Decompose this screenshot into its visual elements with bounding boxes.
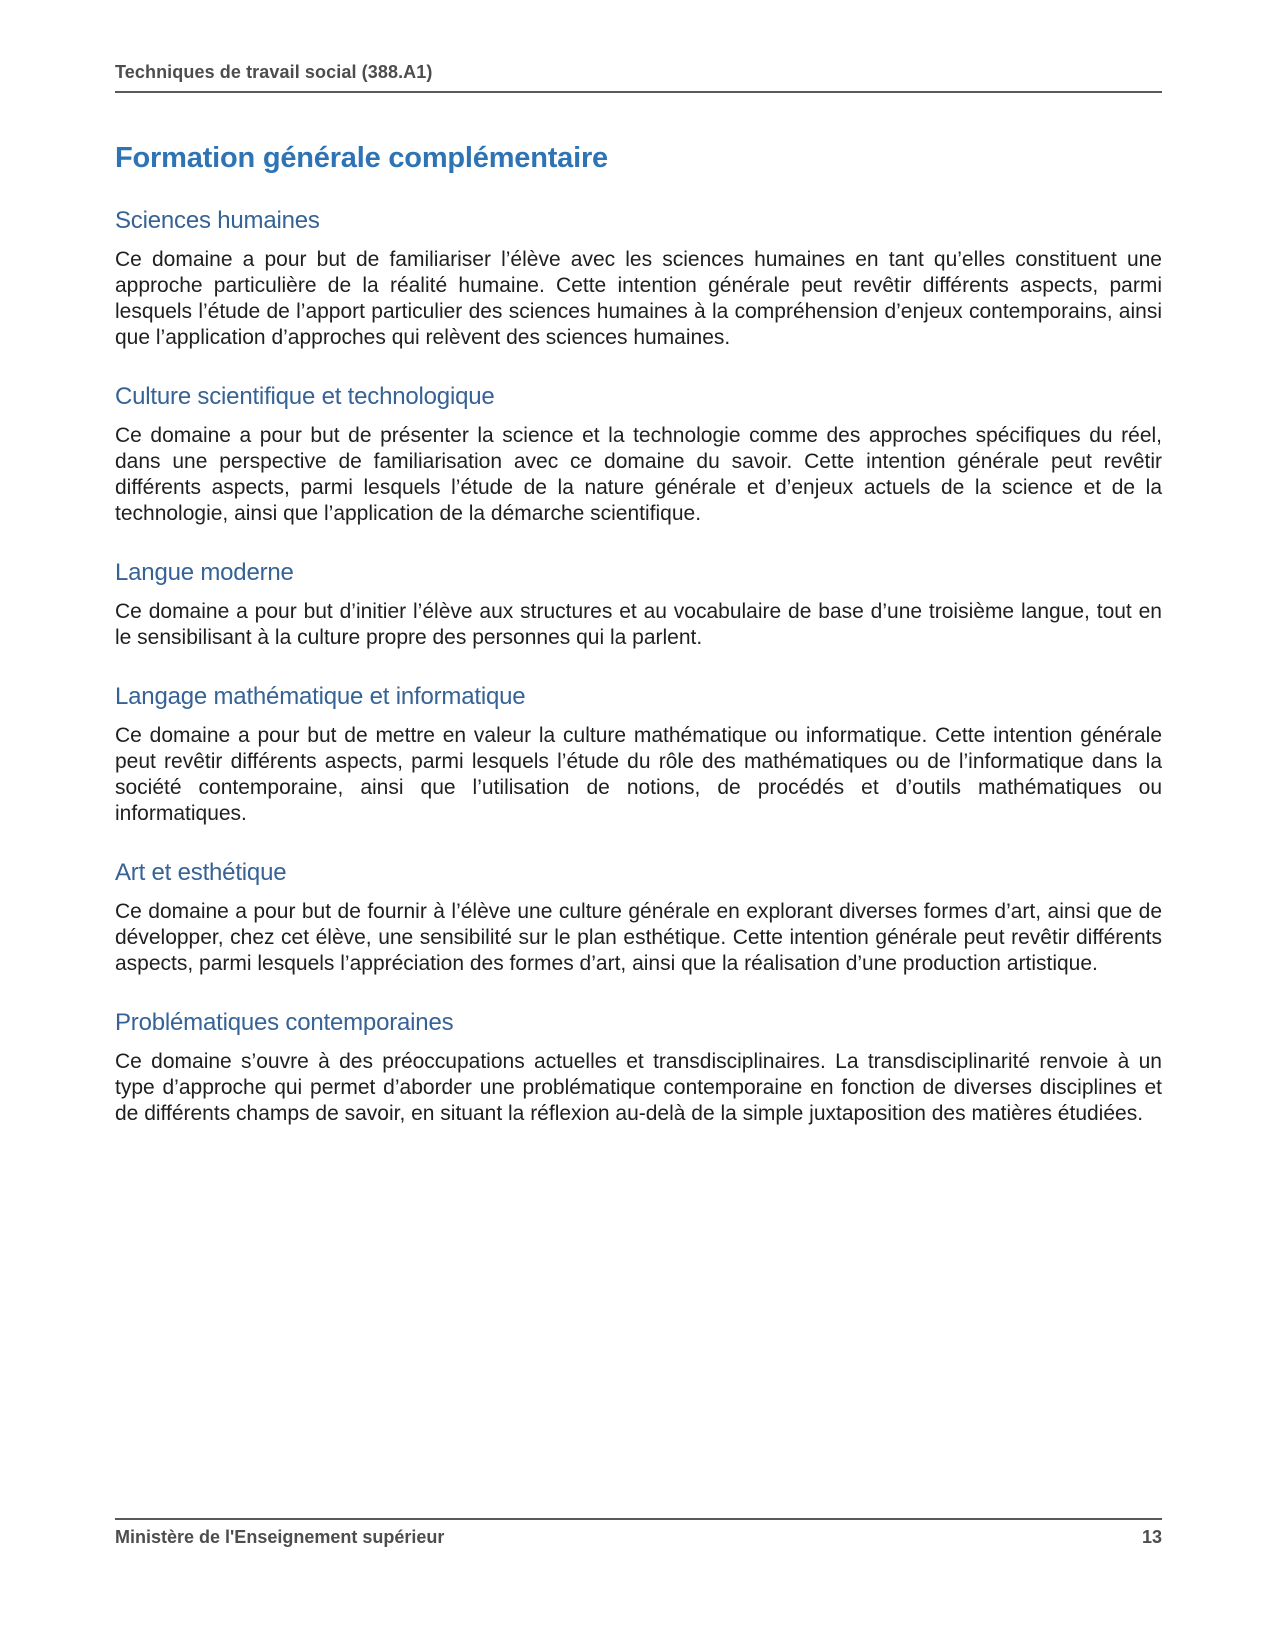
- page-header: [115, 62, 1162, 93]
- section-body: Ce domaine s’ouvre à des préoccupations actuelles et transdisciplinaires. La transdisciplinarité renvoie à un type d’approche qui permet d’aborder une problématique contemporaine en fonction de diverses disciplines et de différents champs de savoir, en situant la réflexion au-delà de la simple juxtaposition des matières étudiées.: [115, 1050, 1162, 1125]
- section-heading: Langue moderne: [115, 559, 294, 586]
- section-body: Ce domaine a pour but de présenter la science et la technologie comme des approches spécifiques du réel, dans une perspective de familiarisation avec ce domaine du savoir. Cette intention générale peut revêtir différents aspects, parmi lesquels l’étude de la nature générale et d’enjeux actuels de la science et de la technologie, ainsi que l’application de la démarche scientifique.: [115, 424, 1162, 525]
- page-title: Formation générale complémentaire: [115, 142, 608, 174]
- section-body: Ce domaine a pour but d’initier l’élève aux structures et au vocabulaire de base d’une troisième langue, tout en le sensibilisant à la culture propre des personnes qui la parlent.: [115, 600, 1162, 649]
- section-heading: Culture scientifique et technologique: [115, 383, 495, 410]
- section-art-esthetique: [115, 859, 1162, 977]
- section-langue-moderne: [115, 559, 1162, 651]
- section-problematiques-contemporaines: [115, 1009, 1162, 1127]
- page-footer: [115, 1518, 1162, 1548]
- section-body: Ce domaine a pour but de familiariser l’élève avec les sciences humaines en tant qu’elles constituent une approche particulière de la réalité humaine. Cette intention générale peut revêtir différents aspects, parmi lesquels l’étude de l’apport particulier des sciences humaines à la compréhension d’enjeux contemporains, ainsi que l’application d’approches qui relèvent des sciences humaines.: [115, 248, 1162, 349]
- section-heading: Sciences humaines: [115, 207, 320, 234]
- section-heading: Langage mathématique et informatique: [115, 683, 526, 710]
- section-culture-scientifique: [115, 383, 1162, 527]
- section-heading: Problématiques contemporaines: [115, 1009, 454, 1036]
- section-heading: Art et esthétique: [115, 859, 287, 886]
- footer-page-number: 13: [1141, 1527, 1162, 1547]
- footer-ministry-label: Ministère de l'Enseignement supérieur: [115, 1527, 445, 1547]
- section-body: Ce domaine a pour but de fournir à l’élève une culture générale en explorant diverses formes d’art, ainsi que de développer, chez cet élève, une sensibilité sur le plan esthétique. Cette intention générale peut revêtir différents aspects, parmi lesquels l’appréciation des formes d’art, ainsi que la réalisation d’une production artistique.: [115, 900, 1162, 975]
- section-langage-mathematique: [115, 683, 1162, 827]
- section-body: Ce domaine a pour but de mettre en valeur la culture mathématique ou informatique. Cette intention générale peut revêtir différents aspects, parmi lesquels l’étude du rôle des mathématiques ou de l’informatique dans la société contemporaine, ainsi que l’utilisation de notions, de procédés et d’outils mathématiques ou informatiques.: [115, 724, 1162, 825]
- section-sciences-humaines: [115, 207, 1162, 351]
- page-content: [115, 96, 1162, 1137]
- header-title: Techniques de travail social (388.A1): [115, 62, 433, 82]
